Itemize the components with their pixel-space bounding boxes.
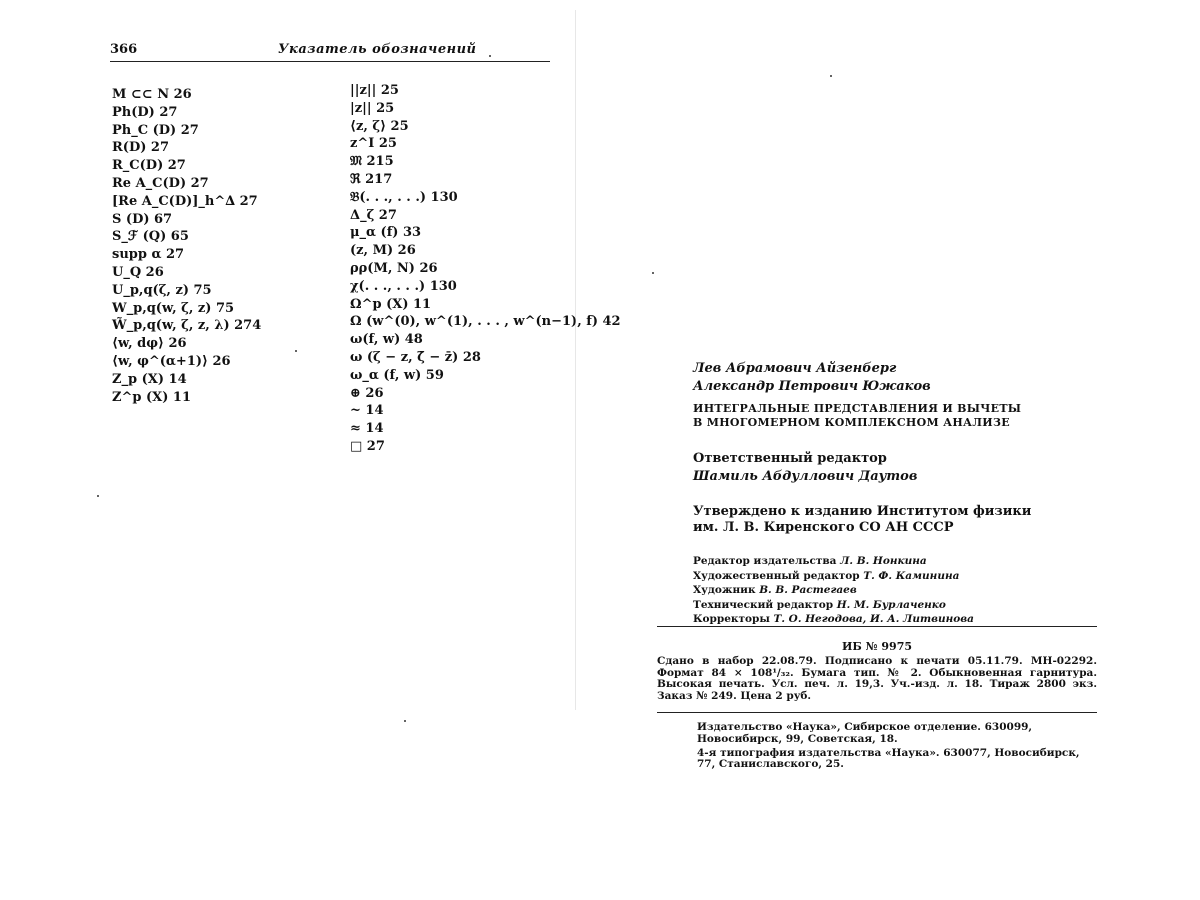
staff-role: Корректоры xyxy=(693,613,770,625)
index-entry: [Re A_C(D)]_h^∆ 27 xyxy=(112,193,258,209)
index-entry: ω_α (f, w) 59 xyxy=(350,367,444,383)
staff-line xyxy=(693,569,1098,584)
editor-label: Ответственный редактор xyxy=(693,451,887,466)
index-entry: R(D) 27 xyxy=(112,140,169,156)
index-entry: ⟨w, dφ⟩ 26 xyxy=(112,336,187,352)
index-entry: μ_α (f) 33 xyxy=(350,225,422,241)
scan-speck xyxy=(295,350,297,352)
staff-role: Художественный редактор xyxy=(693,569,860,582)
index-entry: S (D) 67 xyxy=(112,211,173,227)
index-entry: ⟨z, ζ⟩ 25 xyxy=(350,118,409,134)
scan-speck xyxy=(97,495,99,497)
approval-line: Утверждено к изданию Институтом физики xyxy=(693,504,1032,519)
index-entry: Δ_ζ 27 xyxy=(350,207,397,223)
editor-name: Шамиль Абдуллович Даутов xyxy=(693,469,918,484)
index-entry: Ω (w^(0), w^(1), . . . , w^(n−1), f) 42 xyxy=(350,314,621,330)
index-entry: χ(. . ., . . .) 130 xyxy=(350,278,457,294)
staff-name: Т. О. Негодова, И. А. Литвинова xyxy=(773,613,974,625)
staff-line xyxy=(693,598,1098,613)
index-entry: ||z|| 25 xyxy=(350,83,399,98)
index-entry: R_C(D) 27 xyxy=(112,158,186,174)
title-page-block xyxy=(693,360,1098,627)
index-entry: W̃_p,q(w, ζ, z, λ) 274 xyxy=(112,318,262,334)
index-entry: Z^p (X) 11 xyxy=(112,389,192,405)
staff-role: Редактор издательства xyxy=(693,555,837,567)
index-entry: W_p,q(w, ζ, z) 75 xyxy=(112,300,235,316)
index-entry: ω (ζ − z, ζ̄ − z̄) 28 xyxy=(350,349,481,365)
book-title-line: ИНТЕГРАЛЬНЫЕ ПРЕДСТАВЛЕНИЯ И ВЫЧЕТЫ xyxy=(693,402,1022,415)
approval-line: им. Л. В. Киренского СО АН СССР xyxy=(693,520,954,535)
index-entry: ℜ 217 xyxy=(350,171,393,187)
imprint-details: Сдано в набор 22.08.79. Подписано к печати 05.11.79. МН-02292. Формат 84 × 108¹/₃₂. Бумага тип. № 2. Обыкновенная гарнитура. Высокая печать. Усл. печ. л. 19,3. Уч.-изд. л. 18. Тираж 2800 экз. Заказ № 249. Цена 2 руб. xyxy=(657,655,1097,702)
index-entry: Ph_C (D) 27 xyxy=(112,122,199,138)
staff-role: Художник xyxy=(693,584,756,596)
page-number: 366 xyxy=(110,42,138,57)
ib-number: ИБ № 9975 xyxy=(841,640,913,653)
approval-note xyxy=(693,504,1098,536)
divider-rule xyxy=(657,626,1097,627)
index-entry: (z, M) 26 xyxy=(350,243,416,259)
notation-index-column-2 xyxy=(350,82,621,456)
index-entry: ⟨w, φ^(α+1)⟩ 26 xyxy=(112,353,231,369)
index-entry: ⊕ 26 xyxy=(350,385,384,401)
index-entry: Re A_C(D) 27 xyxy=(112,175,209,191)
staff-role: Технический редактор xyxy=(693,598,834,611)
scan-speck xyxy=(830,75,832,77)
index-entry: M ⊂⊂ N 26 xyxy=(112,87,192,102)
publisher-line: Издательство «Наука», Сибирское отделение. 630099, Новосибирск, 99, Советская, 18. xyxy=(697,721,1033,745)
index-entry: |z|| 25 xyxy=(350,100,395,116)
staff-name: В. В. Растегаев xyxy=(759,584,857,596)
index-entry: U_p,q(ζ, z) 75 xyxy=(112,282,212,298)
book-title-line: В МНОГОМЕРНОМ КОМПЛЕКСНОМ АНАЛИЗЕ xyxy=(693,416,1010,429)
scan-speck xyxy=(652,272,654,274)
staff-credits xyxy=(693,554,1098,627)
author-name: Лев Абрамович Айзенберг xyxy=(693,361,897,376)
printer-line: 4-я типография издательства «Наука». 630077, Новосибирск, 77, Станиславского, 25. xyxy=(697,746,1080,771)
authors xyxy=(693,360,1098,396)
index-entry: □ 27 xyxy=(350,438,385,454)
index-entry: ~ 14 xyxy=(350,403,384,419)
index-entry: U_Q 26 xyxy=(112,264,164,280)
staff-line xyxy=(693,554,1098,569)
divider-rule xyxy=(657,712,1097,713)
notation-index-column-1 xyxy=(112,86,332,406)
index-entry: Ph(D) 27 xyxy=(112,104,178,120)
page-header xyxy=(110,42,550,62)
page-gutter-line xyxy=(575,10,576,710)
index-entry: ω(f, w) 48 xyxy=(350,332,423,348)
index-entry: ≈ 14 xyxy=(350,421,384,437)
index-entry: z^I 25 xyxy=(350,136,397,152)
scan-speck xyxy=(404,720,406,722)
book-title xyxy=(693,402,1098,430)
index-entry: S_ℱ (Q) 65 xyxy=(112,229,189,245)
staff-name: Л. В. Нонкина xyxy=(840,555,927,567)
staff-name: Н. М. Бурлаченко xyxy=(836,598,946,611)
index-entry: Ω^p (X) 11 xyxy=(350,296,432,312)
staff-line xyxy=(693,612,1098,627)
staff-line xyxy=(693,583,1098,598)
index-entry: 𝔅(. . ., . . .) 130 xyxy=(350,189,458,205)
index-entry: 𝔐 215 xyxy=(350,154,394,170)
staff-name: Т. Ф. Каминина xyxy=(863,569,960,582)
running-title: Указатель обозначений xyxy=(278,42,477,57)
index-entry: Z_p (X) 14 xyxy=(112,371,187,387)
index-entry: supp α 27 xyxy=(112,247,185,263)
author-name: Александр Петрович Южаков xyxy=(693,379,931,394)
index-entry: ρρ(M, N) 26 xyxy=(350,260,438,276)
header-rule xyxy=(110,61,550,62)
publisher-info xyxy=(697,722,1101,773)
scan-speck xyxy=(489,55,491,57)
